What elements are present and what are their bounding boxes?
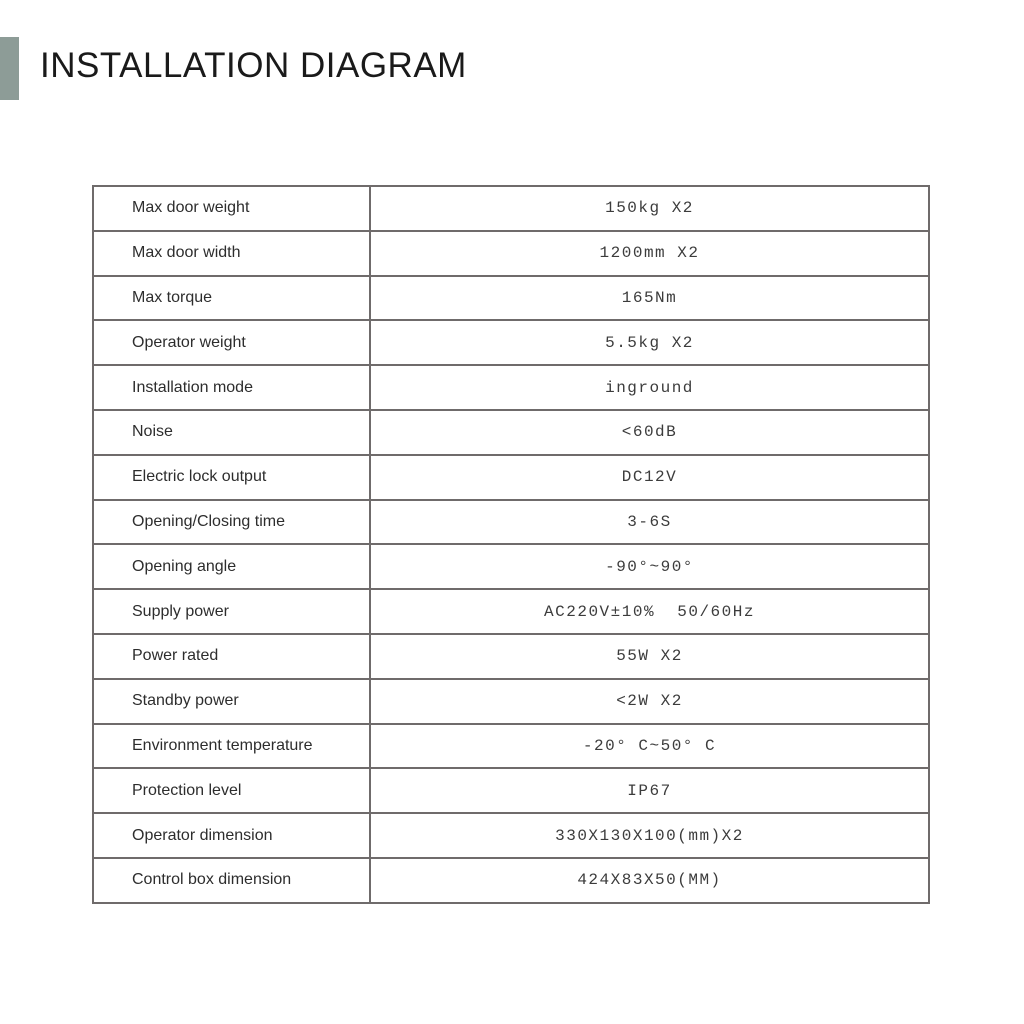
spec-label: Operator dimension bbox=[93, 813, 370, 858]
spec-value: 5.5kg X2 bbox=[370, 320, 929, 365]
table-row bbox=[93, 768, 929, 813]
spec-value: 3-6S bbox=[370, 500, 929, 545]
spec-label: Environment temperature bbox=[93, 724, 370, 769]
table-row bbox=[93, 634, 929, 679]
spec-value: 165Nm bbox=[370, 276, 929, 321]
spec-value: <60dB bbox=[370, 410, 929, 455]
spec-label: Electric lock output bbox=[93, 455, 370, 500]
specification-table bbox=[92, 185, 930, 904]
spec-label: Power rated bbox=[93, 634, 370, 679]
spec-label: Max door width bbox=[93, 231, 370, 276]
spec-label: Standby power bbox=[93, 679, 370, 724]
spec-value: 424X83X50(MM) bbox=[370, 858, 929, 903]
spec-label: Supply power bbox=[93, 589, 370, 634]
title-accent-bar bbox=[0, 37, 19, 100]
spec-label: Installation mode bbox=[93, 365, 370, 410]
spec-value: 150kg X2 bbox=[370, 186, 929, 231]
table-row bbox=[93, 320, 929, 365]
table-row bbox=[93, 544, 929, 589]
table-row bbox=[93, 858, 929, 903]
table-row bbox=[93, 410, 929, 455]
spec-value: 1200mm X2 bbox=[370, 231, 929, 276]
table-row bbox=[93, 724, 929, 769]
spec-value: IP67 bbox=[370, 768, 929, 813]
table-row bbox=[93, 365, 929, 410]
table-row bbox=[93, 589, 929, 634]
spec-label: Opening angle bbox=[93, 544, 370, 589]
table-row bbox=[93, 276, 929, 321]
spec-value: DC12V bbox=[370, 455, 929, 500]
spec-label: Opening/Closing time bbox=[93, 500, 370, 545]
table-row bbox=[93, 231, 929, 276]
spec-value: AC220V±10% 50/60Hz bbox=[370, 589, 929, 634]
specification-table-body bbox=[93, 186, 929, 903]
spec-label: Protection level bbox=[93, 768, 370, 813]
spec-value: -90°~90° bbox=[370, 544, 929, 589]
table-row bbox=[93, 186, 929, 231]
spec-value: <2W X2 bbox=[370, 679, 929, 724]
spec-value: 330X130X100(mm)X2 bbox=[370, 813, 929, 858]
spec-value: 55W X2 bbox=[370, 634, 929, 679]
page-title: INSTALLATION DIAGRAM bbox=[40, 46, 467, 85]
spec-label: Noise bbox=[93, 410, 370, 455]
table-row bbox=[93, 813, 929, 858]
table-row bbox=[93, 455, 929, 500]
spec-label: Max torque bbox=[93, 276, 370, 321]
spec-value: inground bbox=[370, 365, 929, 410]
spec-label: Control box dimension bbox=[93, 858, 370, 903]
spec-label: Operator weight bbox=[93, 320, 370, 365]
spec-label: Max door weight bbox=[93, 186, 370, 231]
table-row bbox=[93, 679, 929, 724]
spec-value: -20° C~50° C bbox=[370, 724, 929, 769]
table-row bbox=[93, 500, 929, 545]
